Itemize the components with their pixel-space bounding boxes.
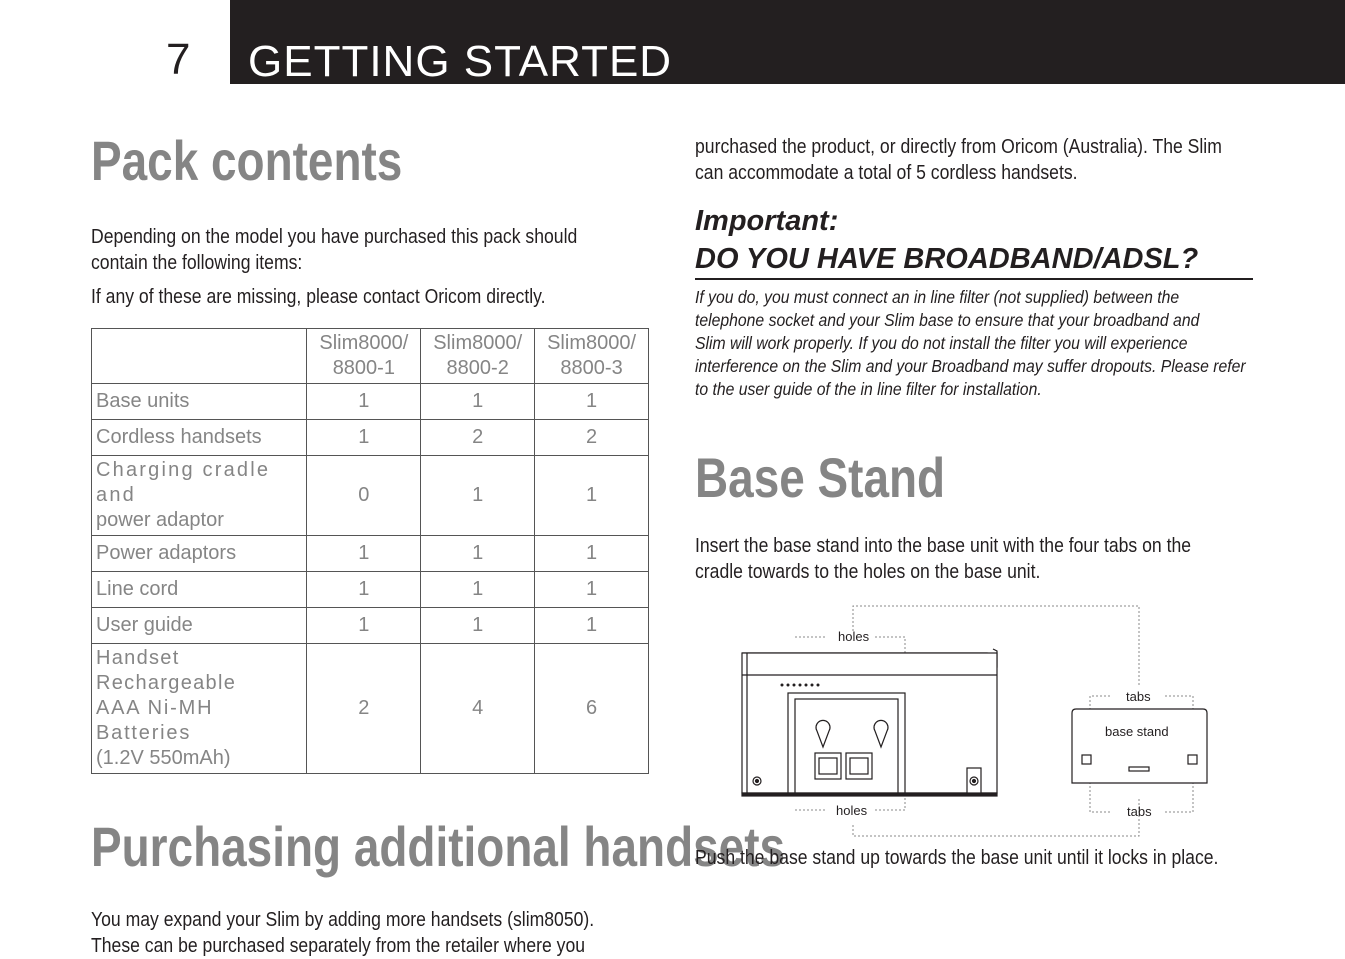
cell-value: 1 [421, 535, 535, 571]
column-header: Slim8000/ 8800-2 [421, 328, 535, 383]
row-label: Cordless handsets [92, 419, 307, 455]
row-label: Power adaptors [92, 535, 307, 571]
table-header-empty [92, 328, 307, 383]
section-header-bar [230, 0, 1345, 84]
important-heading-block [695, 240, 1253, 280]
cell-value: 1 [421, 455, 535, 535]
right-column [695, 130, 1270, 585]
base-unit-drawing [742, 649, 997, 796]
cell-value: 2 [535, 419, 649, 455]
base-stand-line: Insert the base stand into the base unit with the four tabs on the [695, 534, 1192, 557]
cell-value: 1 [421, 571, 535, 607]
base-stand-heading: Base Stand [695, 446, 946, 509]
row-label: User guide [92, 607, 307, 643]
cell-value: 1 [535, 571, 649, 607]
pack-intro-line: Depending on the model you have purchased this pack should [91, 225, 578, 248]
row-label: Handset Rechargeable AAA Ni-MH Batteries (1.2V 550mAh) [92, 643, 307, 773]
table-row [92, 419, 649, 455]
column-header: Slim8000/ 8800-1 [307, 328, 421, 383]
important-note [695, 286, 1270, 401]
cell-value: 1 [535, 607, 649, 643]
cell-value: 1 [307, 535, 421, 571]
cell-value: 1 [307, 383, 421, 419]
important-callout [695, 202, 1270, 401]
label-tabs-top: tabs [1126, 689, 1151, 704]
purchasing-heading: Purchasing additional handsets [91, 814, 786, 878]
purchasing-line: These can be purchased separately from the retailer where you [91, 935, 586, 958]
missing-items-note: If any of these are missing, please contact Oricom directly. [91, 285, 546, 308]
pack-intro-line: contain the following items: [91, 251, 303, 274]
row-label: Charging cradle and power adaptor [92, 455, 307, 535]
label-base-stand: base stand [1105, 724, 1169, 739]
cell-value: 1 [421, 607, 535, 643]
important-note-line: interference on the Slim and your Broadband may suffer dropouts. Please refer [695, 356, 1246, 376]
page-number: 7 [166, 35, 191, 84]
important-note-line: If you do, you must connect an in line filter (not supplied) between the [695, 287, 1180, 307]
column-header: Slim8000/ 8800-3 [535, 328, 649, 383]
purchasing-text [91, 907, 651, 959]
row-label: Line cord [92, 571, 307, 607]
table-header-row [92, 328, 649, 383]
base-stand-drawing [1072, 709, 1207, 783]
pack-intro [91, 224, 651, 276]
base-stand-line: cradle towards to the holes on the base unit. [695, 560, 1041, 583]
push-note: Push the base stand up towards the base unit until it locks in place. [695, 847, 1219, 869]
purchasing-line: can accommodate a total of 5 cordless handsets. [695, 162, 1078, 184]
table-row [92, 571, 649, 607]
label-holes-top: holes [838, 629, 870, 644]
table-row [92, 455, 649, 535]
cell-value: 1 [535, 455, 649, 535]
cell-value: 0 [307, 455, 421, 535]
label-tabs-bottom: tabs [1127, 804, 1152, 819]
section-title: GETTING STARTED [248, 37, 673, 86]
cell-value: 1 [535, 383, 649, 419]
table-row [92, 607, 649, 643]
important-note-line: to the user guide of the in line filter for installation. [695, 379, 1042, 399]
cell-value: 1 [307, 607, 421, 643]
cell-value: 2 [307, 643, 421, 773]
important-note-line: Slim will work properly. If you do not install the filter you will experience [695, 333, 1188, 353]
purchasing-continued [695, 134, 1270, 186]
important-note-line: telephone socket and your Slim base to ensure that your broadband and [695, 310, 1200, 330]
base-stand-text [695, 533, 1270, 585]
cell-value: 2 [421, 419, 535, 455]
cell-value: 4 [421, 643, 535, 773]
cell-value: 1 [307, 419, 421, 455]
table-row [92, 643, 649, 773]
important-heading: DO YOU HAVE BROADBAND/ADSL? [695, 243, 1199, 275]
cell-value: 1 [535, 535, 649, 571]
cell-value: 6 [535, 643, 649, 773]
pack-contents-table [91, 328, 649, 774]
purchasing-line: You may expand your Slim by adding more handsets (slim8050). [91, 909, 595, 932]
important-label: Important: [695, 205, 839, 237]
pack-contents-heading: Pack contents [91, 129, 403, 192]
cell-value: 1 [421, 383, 535, 419]
row-label: Base units [92, 383, 307, 419]
table-row [92, 535, 649, 571]
label-holes-bottom: holes [836, 803, 868, 818]
base-stand-diagram [735, 603, 1215, 838]
table-row [92, 383, 649, 419]
cell-value: 1 [307, 571, 421, 607]
purchasing-line: purchased the product, or directly from Oricom (Australia). The Slim [695, 136, 1222, 158]
